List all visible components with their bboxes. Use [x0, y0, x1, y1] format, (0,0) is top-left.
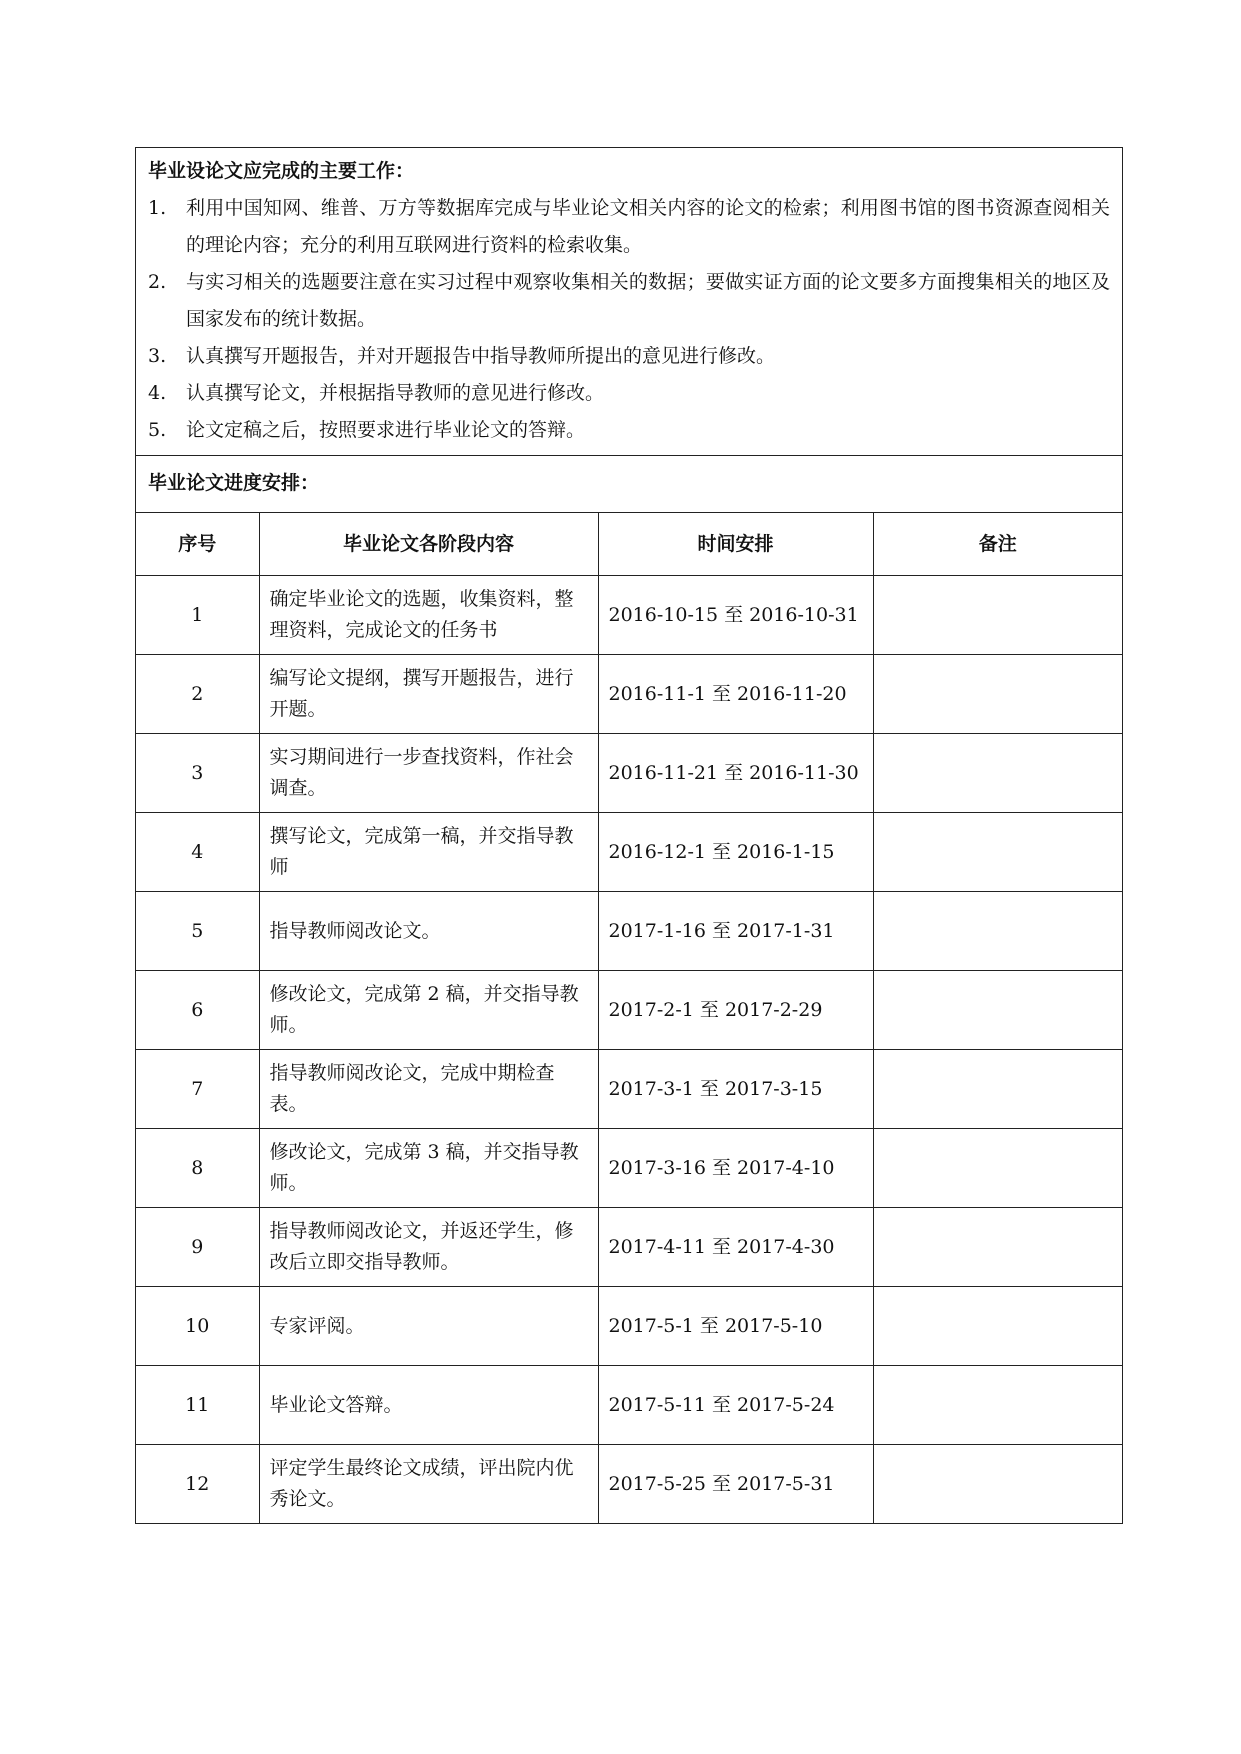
table-row — [136, 734, 1122, 813]
progress-heading: 毕业论文进度安排： — [148, 472, 320, 494]
row-note — [873, 971, 1122, 1050]
row-time: 2017-1-16 至 2017-1-31 — [598, 892, 873, 971]
work-item — [148, 338, 1110, 375]
row-note — [873, 892, 1122, 971]
column-header-time: 时间安排 — [598, 513, 873, 576]
row-time: 2017-3-16 至 2017-4-10 — [598, 1129, 873, 1208]
work-item-text: 认真撰写开题报告，并对开题报告中指导教师所提出的意见进行修改。 — [186, 345, 776, 367]
progress-schedule-table — [136, 513, 1122, 1523]
document-form — [135, 147, 1123, 1524]
row-content: 毕业论文答辩。 — [259, 1366, 598, 1445]
work-item-text: 论文定稿之后，按照要求进行毕业论文的答辩。 — [186, 419, 586, 441]
row-number: 9 — [136, 1208, 259, 1287]
column-header-number: 序号 — [136, 513, 259, 576]
row-note — [873, 576, 1122, 655]
row-number: 5 — [136, 892, 259, 971]
row-time: 2017-5-25 至 2017-5-31 — [598, 1445, 873, 1524]
work-item — [148, 264, 1110, 338]
row-number: 8 — [136, 1129, 259, 1208]
row-number: 6 — [136, 971, 259, 1050]
row-content: 实习期间进行一步查找资料，作社会调查。 — [259, 734, 598, 813]
work-item — [148, 412, 1110, 449]
row-content: 修改论文，完成第 3 稿，并交指导教师。 — [259, 1129, 598, 1208]
row-time: 2017-2-1 至 2017-2-29 — [598, 971, 873, 1050]
row-time: 2016-10-15 至 2016-10-31 — [598, 576, 873, 655]
row-content: 确定毕业论文的选题，收集资料，整理资料，完成论文的任务书 — [259, 576, 598, 655]
work-item — [148, 190, 1110, 264]
work-item-text: 认真撰写论文，并根据指导教师的意见进行修改。 — [186, 382, 605, 404]
table-row — [136, 655, 1122, 734]
row-content: 指导教师阅改论文。 — [259, 892, 598, 971]
row-number: 7 — [136, 1050, 259, 1129]
row-time: 2017-5-1 至 2017-5-10 — [598, 1287, 873, 1366]
row-content: 评定学生最终论文成绩，评出院内优秀论文。 — [259, 1445, 598, 1524]
row-number: 10 — [136, 1287, 259, 1366]
main-work-list — [148, 190, 1110, 449]
row-number: 11 — [136, 1366, 259, 1445]
row-note — [873, 1445, 1122, 1524]
work-item-number: 3. — [148, 345, 167, 367]
row-number: 2 — [136, 655, 259, 734]
row-number: 4 — [136, 813, 259, 892]
row-note — [873, 1129, 1122, 1208]
row-note — [873, 1208, 1122, 1287]
row-content: 指导教师阅改论文，并返还学生，修改后立即交指导教师。 — [259, 1208, 598, 1287]
work-item-text: 利用中国知网、维普、万方等数据库完成与毕业论文相关内容的论文的检索；利用图书馆的图书资源查阅相关的理论内容；充分的利用互联网进行资料的检索收集。 — [186, 197, 1110, 256]
row-content: 指导教师阅改论文，完成中期检查表。 — [259, 1050, 598, 1129]
row-time: 2017-4-11 至 2017-4-30 — [598, 1208, 873, 1287]
row-content: 撰写论文，完成第一稿，并交指导教师 — [259, 813, 598, 892]
table-row — [136, 1366, 1122, 1445]
table-header-row — [136, 513, 1122, 576]
row-note — [873, 1050, 1122, 1129]
table-row — [136, 892, 1122, 971]
row-content: 修改论文，完成第 2 稿，并交指导教师。 — [259, 971, 598, 1050]
row-note — [873, 1287, 1122, 1366]
work-item-number: 4. — [148, 382, 167, 404]
row-number: 1 — [136, 576, 259, 655]
work-item-number: 1. — [148, 197, 167, 219]
work-item-number: 5. — [148, 419, 167, 441]
row-note — [873, 1366, 1122, 1445]
row-time: 2016-11-1 至 2016-11-20 — [598, 655, 873, 734]
table-row — [136, 971, 1122, 1050]
main-work-heading: 毕业设论文应完成的主要工作： — [148, 160, 415, 182]
work-item — [148, 375, 1110, 412]
work-item-number: 2. — [148, 271, 167, 293]
main-work-section — [136, 148, 1122, 456]
row-note — [873, 813, 1122, 892]
table-row — [136, 1287, 1122, 1366]
row-note — [873, 734, 1122, 813]
row-content: 专家评阅。 — [259, 1287, 598, 1366]
row-time: 2017-3-1 至 2017-3-15 — [598, 1050, 873, 1129]
row-content: 编写论文提纲，撰写开题报告，进行开题。 — [259, 655, 598, 734]
column-header-content: 毕业论文各阶段内容 — [259, 513, 598, 576]
work-item-text: 与实习相关的选题要注意在实习过程中观察收集相关的数据；要做实证方面的论文要多方面搜集相关的地区及国家发布的统计数据。 — [186, 271, 1110, 330]
row-time: 2016-12-1 至 2016-1-15 — [598, 813, 873, 892]
table-row — [136, 576, 1122, 655]
table-row — [136, 1445, 1122, 1524]
table-row — [136, 1050, 1122, 1129]
progress-section — [136, 456, 1122, 513]
table-row — [136, 813, 1122, 892]
row-time: 2016-11-21 至 2016-11-30 — [598, 734, 873, 813]
row-number: 12 — [136, 1445, 259, 1524]
column-header-note: 备注 — [873, 513, 1122, 576]
row-note — [873, 655, 1122, 734]
table-row — [136, 1208, 1122, 1287]
row-number: 3 — [136, 734, 259, 813]
row-time: 2017-5-11 至 2017-5-24 — [598, 1366, 873, 1445]
table-row — [136, 1129, 1122, 1208]
